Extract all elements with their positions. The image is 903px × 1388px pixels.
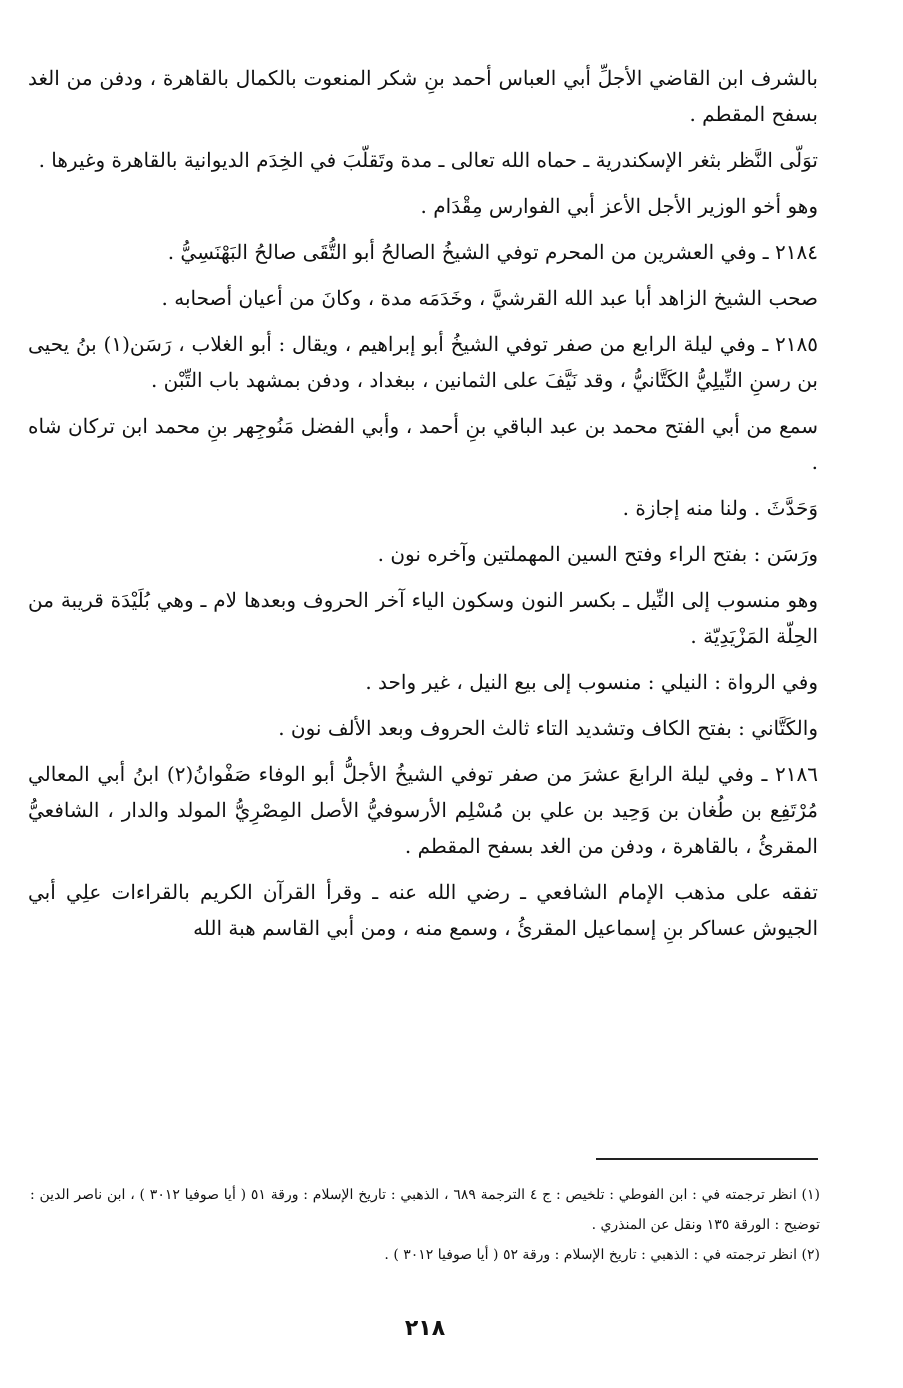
entry-2186: ٢١٨٦ ـ وفي ليلة الرابعَ عشرَ من صفر توفي الشيخُ الأجلُّ أبو الوفاء صَفْوانُ(٢) ابنُ أبي المعالي مُرْتَفِع بن طُغان بن وَحِيد بن علي بن مُسْلِم الأرسوفيُّ الأصل المِصْرِيُّ المولد والدار ، الشافعيُّ المقرئُ ، بالقاهرة ، ودفن من الغد بسفح المقطم .	[28, 762, 818, 858]
paragraph: وهو أخو الوزير الأجل الأعز أبي الفوارس مِقْدَام .	[420, 194, 818, 218]
paragraph: صحب الشيخ الزاهد أبا عبد الله القرشيَّ ، وخَدَمَه مدة ، وكانَ من أعيان أصحابه .	[161, 286, 818, 310]
entry-2185: ٢١٨٥ ـ وفي ليلة الرابع من صفر توفي الشيخُ أبو إبراهيم ، ويقال : أبو الغلاب ، رَسَن(١) بنُ يحيى بن رسنِ النِّيلِيُّ الكَتَّانيُّ ، وقد نَيَّفَ على الثمانين ، ببغداد ، ودفن بمشهد باب التِّبْن .	[28, 332, 818, 392]
paragraph: والكَتَّاني : بفتح الكاف وتشديد التاء ثالث الحروف وبعد الألف نون .	[278, 716, 818, 740]
paragraph: ورَسَن : بفتح الراء وفتح السين المهملتين وآخره نون .	[377, 542, 818, 566]
entry-2184: ٢١٨٤ ـ وفي العشرين من المحرم توفي الشيخُ الصالحُ أبو التُّقَى صالحُ البَهْنَسِيُّ .	[167, 240, 818, 264]
paragraph: وهو منسوب إلى النِّيل ـ بكسر النون وسكون الياء آخر الحروف وبعدها لام ـ وهي بُلَيْدَة قريبة من الحِلّة المَزْيَدِيّة .	[28, 588, 818, 648]
paragraph: سمع من أبي الفتح محمد بن عبد الباقي بنِ أحمد ، وأبي الفضل مَنُوجِهر بنِ محمد ابن تركان شاه .	[28, 414, 818, 474]
paragraph: وَحَدَّثَ . ولنا منه إجازة .	[622, 496, 818, 520]
footnote-1: (١) انظر ترجمته في : ابن الفوطي : تلخيص : ج ٤ الترجمة ٦٨٩ ، الذهبي : تاريخ الإسلام : ورقة ٥١ ( أيا صوفيا ٣٠١٢ ) ، ابن ناصر الدين : توضيح : الورقة ١٣٥ ونقل عن المنذري .	[30, 1187, 820, 1233]
paragraph: توَلّى النَّظر بثغر الإسكندرية ـ حماه الله تعالى ـ مدة وتَقلّبَ في الخِدَم الديوانية بالقاهرة وغيرها .	[38, 148, 818, 172]
paragraph: وفي الرواة : النيلي : منسوب إلى بيع النيل ، غير واحد .	[365, 670, 818, 694]
main-text	[28, 60, 818, 956]
footnote-2: (٢) انظر ترجمته في : الذهبي : تاريخ الإسلام : ورقة ٥٢ ( أيا صوفيا ٣٠١٢ ) .	[384, 1247, 820, 1263]
footnote-divider	[596, 1158, 818, 1160]
footnotes	[30, 1180, 820, 1270]
page-number: ٢١٨	[404, 1316, 446, 1341]
paragraph: بالشرف ابن القاضي الأجلِّ أبي العباس أحمد بنِ شكر المنعوت بالكمال بالقاهرة ، ودفن من الغد بسفح المقطم .	[28, 66, 818, 126]
paragraph: تفقه على مذهب الإمام الشافعي ـ رضي الله عنه ـ وقرأ القرآن الكريم بالقراءات علِي أبي الجيوش عساكر بنِ إسماعيل المقرئُ ، وسمع منه ، ومن أبي القاسم هبة الله	[28, 880, 818, 940]
